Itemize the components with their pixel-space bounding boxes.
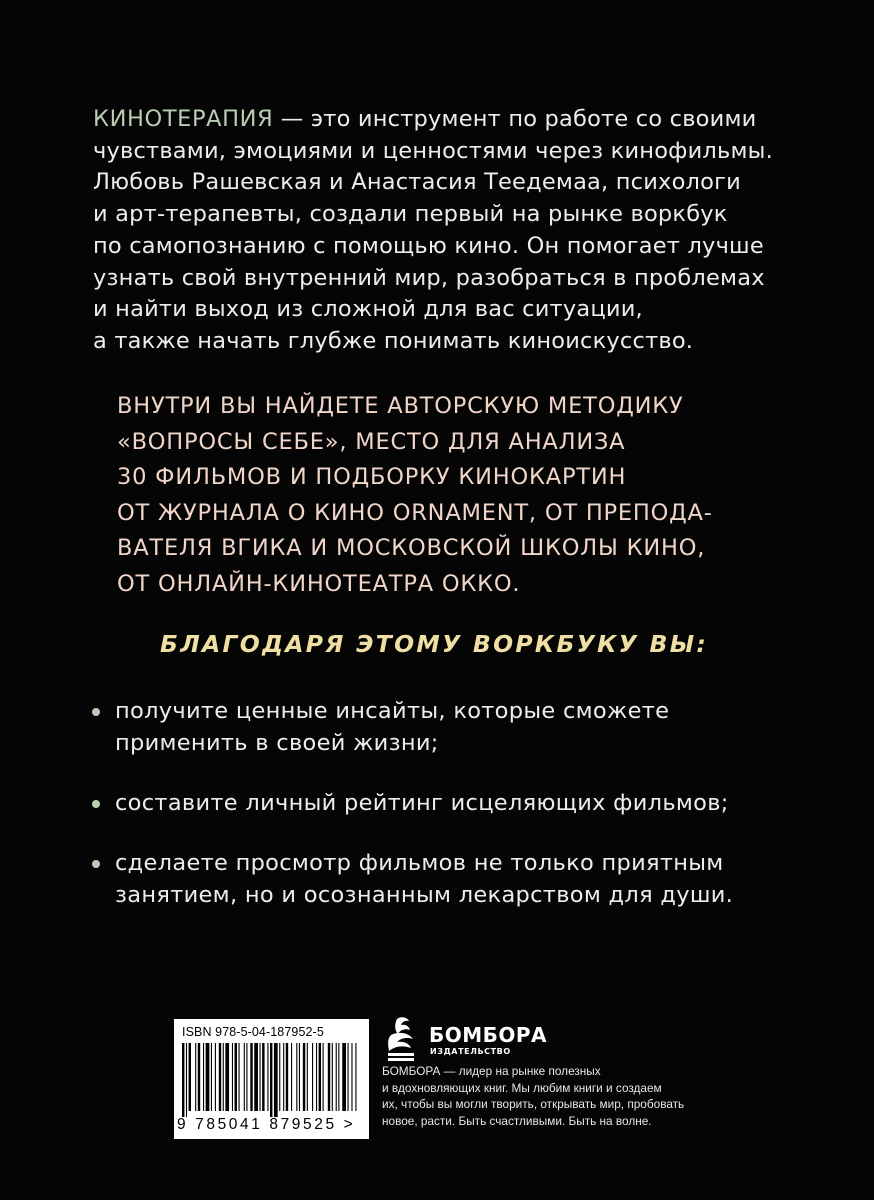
benefit-item: [92, 787, 832, 819]
barcode-bar: [307, 1043, 308, 1111]
barcode-bars-icon: [180, 1043, 363, 1117]
bullet-dot-icon: [92, 800, 100, 808]
bullet-dot-icon: [92, 708, 100, 716]
benefit-line: применить в своей жизни;: [115, 730, 439, 756]
intro-line: [93, 104, 813, 136]
inside-paragraph: [117, 389, 837, 603]
barcode-bar: [232, 1043, 233, 1111]
barcode-bar: [303, 1043, 305, 1111]
barcode-bar: [279, 1043, 280, 1111]
barcode-bar: [351, 1043, 352, 1111]
publisher-description-line: их, чтобы вы могли творить, открывать мир, пробовать: [382, 1097, 685, 1111]
barcode-bar: [267, 1043, 268, 1111]
intro-line-rest: — это инструмент по работе со своими: [273, 106, 757, 132]
intro-paragraph: [93, 104, 813, 358]
benefit-item: [92, 695, 832, 759]
barcode-bar: [286, 1043, 288, 1111]
benefit-line: получите ценные инсайты, которые сможете: [115, 698, 670, 724]
barcode-bar: [355, 1043, 356, 1111]
barcode-bar: [262, 1043, 264, 1111]
intro-line: и найти выход из сложной для вас ситуации,: [93, 296, 643, 323]
barcode-bar: [336, 1043, 337, 1111]
benefits-list: [92, 695, 832, 939]
bullet-dot-icon: [92, 860, 100, 868]
barcode-bar: [182, 1043, 184, 1117]
barcode-bar: [274, 1043, 278, 1117]
barcode-bar: [259, 1043, 260, 1111]
barcode-bar: [342, 1043, 346, 1111]
barcode-bar: [189, 1043, 191, 1111]
barcode-bar: [195, 1043, 196, 1111]
publisher-wave-logo-icon: [383, 1015, 427, 1063]
barcode-bar: [186, 1043, 187, 1117]
intro-line: и арт-терапевты, создали первый на рынке воркбук: [93, 201, 728, 228]
benefit-line: сделаете просмотр фильмов не только приятным: [115, 850, 724, 876]
barcode-bar: [319, 1043, 321, 1111]
barcode-bar: [215, 1043, 216, 1111]
barcode-bar: [316, 1043, 317, 1111]
barcode-bar: [206, 1043, 210, 1111]
barcode-bar: [338, 1043, 339, 1111]
isbn-barcode: [174, 1019, 369, 1139]
inside-line: ВНУТРИ ВЫ НАЙДЕТЕ АВТОРСКУЮ МЕТОДИКУ: [117, 393, 684, 419]
benefits-heading: БЛАГОДАРЯ ЭТОМУ ВОРКБУКУ ВЫ:: [160, 630, 709, 658]
barcode-bar: [225, 1043, 229, 1111]
inside-line: ВАТЕЛЯ ВГИКА И МОСКОВСКОЙ ШКОЛЫ КИНО,: [117, 535, 706, 562]
publisher-description-line: БОМБОРА — лидер на рынке полезных: [382, 1064, 601, 1078]
barcode-bar: [296, 1043, 297, 1111]
barcode-bar: [299, 1043, 300, 1111]
barcode-bar: [291, 1043, 292, 1111]
inside-line: ОТ ЖУРНАЛА О КИНО ORNAMENT, ОТ ПРЕПОДА-: [117, 499, 713, 526]
barcode-bar: [283, 1043, 284, 1111]
intro-line: а также начать глубже понимать киноискусство.: [93, 327, 694, 354]
barcode-bar: [347, 1043, 348, 1111]
barcode-bar: [323, 1043, 324, 1111]
inside-line: 30 ФИЛЬМОВ И ПОДБОРКУ КИНОКАРТИН: [117, 464, 627, 491]
barcode-bar: [250, 1043, 252, 1111]
intro-line: по самопознанию с помощью кино. Он помогает лучше: [93, 232, 764, 259]
barcode-bar: [223, 1043, 224, 1111]
benefit-line: составите личный рейтинг исцеляющих фильмов;: [115, 790, 729, 816]
barcode-bar: [312, 1043, 313, 1111]
publisher-description-line: новое, расти. Быть счастливыми. Быть на волне.: [382, 1113, 652, 1128]
intro-line: чувствами, эмоциями и ценностями через кинофильмы.: [93, 137, 773, 164]
barcode-bar: [270, 1043, 272, 1117]
intro-line: узнать свой внутренний мир, разобраться в проблемах: [93, 264, 765, 291]
barcode-bar: [203, 1043, 204, 1111]
publisher-subtitle: ИЗДАТЕЛЬСТВО: [430, 1047, 511, 1056]
barcode-bar: [332, 1043, 333, 1111]
inside-line: «ВОПРОСЫ СЕБЕ», МЕСТО ДЛЯ АНАЛИЗА: [117, 428, 626, 455]
publisher-description: [382, 1063, 712, 1129]
barcode-bar: [238, 1043, 239, 1111]
barcode-bar: [246, 1043, 247, 1111]
isbn-number: ISBN 978-5-04-187952-5: [182, 1025, 324, 1039]
publisher-name: БОМБОРА: [429, 1023, 548, 1047]
barcode-bar: [235, 1043, 237, 1111]
barcode-bar: [211, 1043, 212, 1111]
barcode-bar: [328, 1043, 330, 1111]
barcode-bar: [198, 1043, 200, 1111]
barcode-bar: [254, 1043, 258, 1111]
benefit-item: [92, 847, 832, 911]
barcode-bar: [219, 1043, 221, 1111]
barcode-digits: 9 785041 879525 >: [177, 1116, 356, 1133]
barcode-bar: [244, 1043, 245, 1111]
intro-line: Любовь Рашевская и Анастасия Теедемаа, психологи: [93, 169, 741, 196]
inside-line: ОТ ОНЛАЙН-КИНОТЕАТРА ОККО.: [117, 570, 521, 597]
benefit-line: занятием, но и осознанным лекарством для души.: [115, 882, 734, 908]
publisher-description-line: и вдохновляющих книг. Мы любим книги и создаем: [382, 1080, 662, 1095]
intro-lead-word: КИНОТЕРАПИЯ: [93, 106, 274, 132]
